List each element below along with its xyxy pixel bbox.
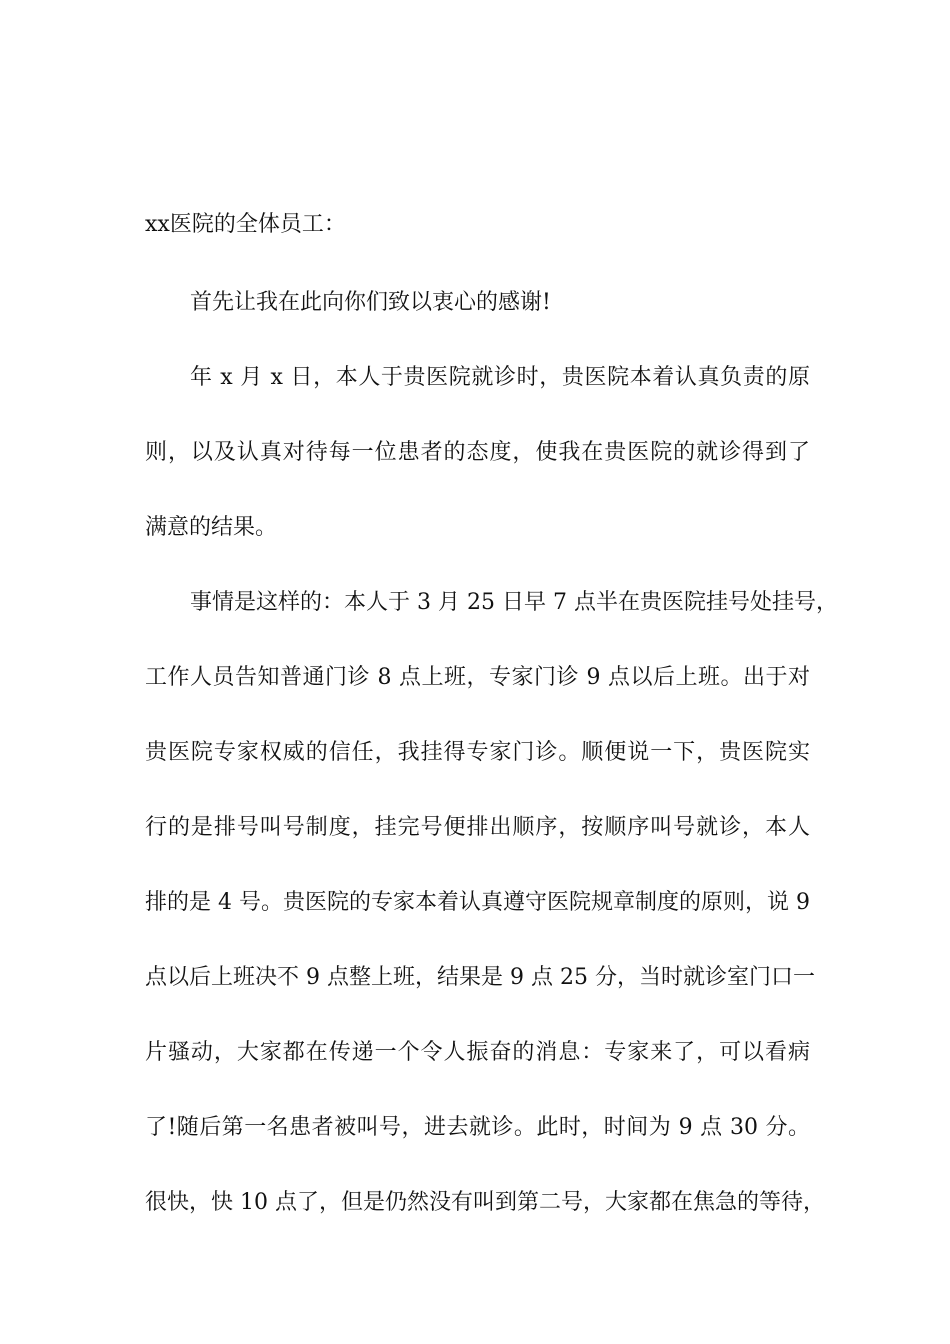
letter-line: 年 x 月 x 日，本人于贵医院就诊时，贵医院本着认真负责的原	[190, 365, 810, 390]
letter-line: 事情是这样的：本人于 3 月 25 日早 7 点半在贵医院挂号处挂号，	[190, 590, 838, 615]
letter-line: 片骚动，大家都在传递一个令人振奋的消息：专家来了，可以看病	[145, 1040, 810, 1065]
letter-line: 行的是排号叫号制度，挂完号便排出顺序，按顺序叫号就诊，本人	[145, 815, 810, 840]
letter-line: 工作人员告知普通门诊 8 点上班，专家门诊 9 点以后上班。出于对	[145, 665, 810, 690]
letter-line: 满意的结果。	[145, 515, 278, 540]
letter-line: 排的是 4 号。贵医院的专家本着认真遵守医院规章制度的原则，说 9	[145, 890, 810, 915]
letter-line: 点以后上班决不 9 点整上班，结果是 9 点 25 分，当时就诊室门口一	[145, 965, 815, 990]
letter-line: 很快，快 10 点了，但是仍然没有叫到第二号，大家都在焦急的等待，	[145, 1190, 825, 1215]
letter-salutation: xx医院的全体员工：	[145, 212, 346, 237]
letter-line: 了!随后第一名患者被叫号，进去就诊。此时，时间为 9 点 30 分。	[145, 1115, 810, 1140]
letter-line: 首先让我在此向你们致以衷心的感谢!	[190, 290, 551, 315]
letter-line: 则，以及认真对待每一位患者的态度，使我在贵医院的就诊得到了	[145, 440, 810, 465]
letter-line: 贵医院专家权威的信任，我挂得专家门诊。顺便说一下，贵医院实	[145, 740, 810, 765]
